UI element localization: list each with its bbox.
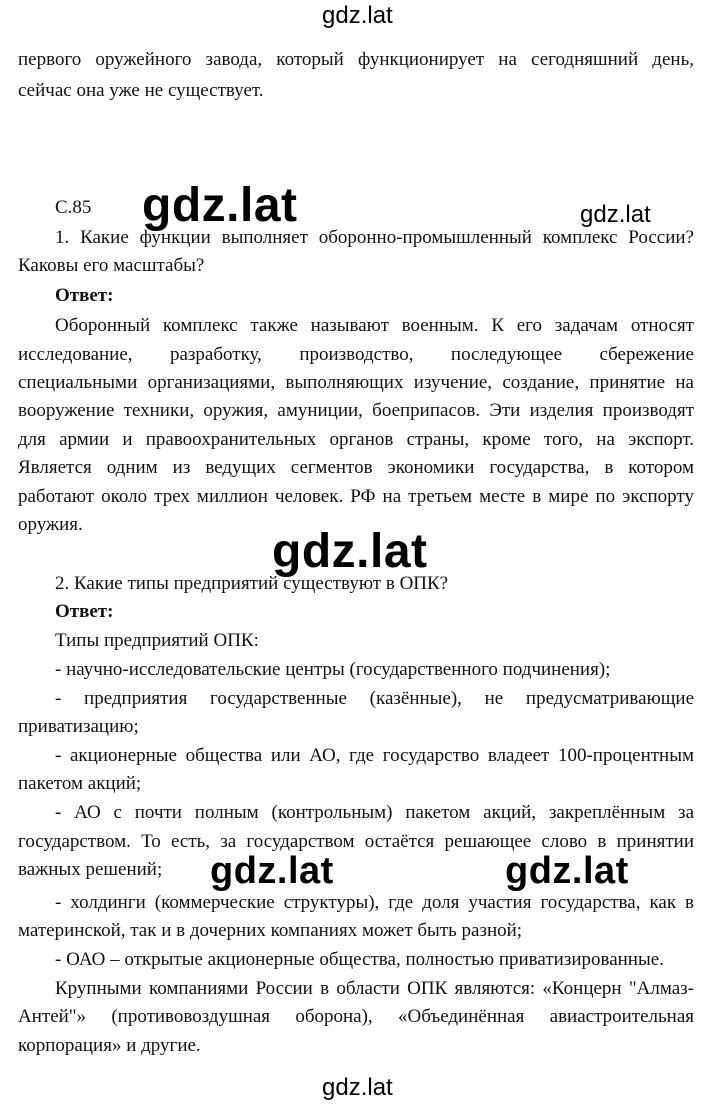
paragraph-line: оружия.: [18, 514, 83, 535]
list-item: - ОАО – открытые акционерные общества, полностью приватизированные.: [55, 949, 664, 970]
list-item: - АО с почти полным (контрольным) пакетом акций, закреплённым за: [55, 802, 694, 823]
watermark-text: gdz.lat: [142, 179, 298, 232]
paragraph-line: работают около трех миллион человек. РФ на третьем месте в мире по экспорту: [18, 486, 694, 507]
list-item: приватизацию;: [18, 716, 139, 737]
watermark-text: gdz.lat: [322, 1074, 393, 1101]
paragraph-line: первого оружейного завода, который функционирует на сегодняшний день,: [18, 49, 694, 70]
paragraph-line: вооружение техники, оружия, амуниции, боеприпасов. Эти изделия производят: [18, 400, 694, 421]
watermark-text: gdz.lat: [580, 201, 651, 228]
paragraph-line: сейчас она уже не существует.: [18, 80, 264, 101]
answer-label: Ответ:: [55, 601, 114, 622]
watermark-text: gdz.lat: [505, 850, 629, 892]
paragraph-line: для армии и правоохранительных органов страны, кроме того, на экспорт.: [18, 429, 694, 450]
question-heading: 2. Какие типы предприятий существуют в ОПК?: [55, 573, 449, 594]
paragraph-line: Является одним из ведущих сегментов экономики государства, в котором: [18, 457, 694, 478]
list-item: - акционерные общества или АО, где государство владеет 100-процентным: [55, 745, 694, 766]
watermark-text: gdz.lat: [210, 850, 334, 892]
paragraph-line: исследование, разработку, производство, последующее сбережение: [18, 344, 694, 365]
watermark-text: gdz.lat: [322, 2, 393, 29]
paragraph-line: специальными организациями, выполняющих изучение, создание, принятие на: [18, 372, 694, 393]
list-item: государством. То есть, за государством остаётся решающее слово в принятии: [18, 831, 694, 852]
paragraph-line: Антей"» (противовоздушная оборона), «Объединённая авиастроительная: [18, 1006, 694, 1027]
answer-label: Ответ:: [55, 285, 114, 306]
question-heading: Каковы его масштабы?: [18, 255, 205, 276]
page-reference: С.85: [55, 197, 92, 218]
paragraph-line: Крупными компаниями России в области ОПК являются: «Концерн "Алмаз-: [55, 978, 694, 999]
list-item: - научно-исследовательские центры (государственного подчинения);: [55, 659, 611, 680]
paragraph-line: Типы предприятий ОПК:: [55, 630, 259, 651]
list-item: материнской, так и в дочерних компаниях может быть разной;: [18, 920, 523, 941]
question-heading: 1. Какие функции выполняет оборонно-промышленный комплекс России?: [55, 227, 694, 248]
list-item: пакетом акций;: [18, 773, 142, 794]
paragraph-line: Оборонный комплекс также называют военным. К его задачам относят: [55, 315, 694, 336]
watermark-text: gdz.lat: [272, 525, 428, 578]
paragraph-line: корпорация» и другие.: [18, 1035, 201, 1056]
list-item: важных решений;: [18, 859, 163, 880]
list-item: - предприятия государственные (казённые), не предусматривающие: [55, 688, 694, 709]
list-item: - холдинги (коммерческие структуры), где доля участия государства, как в: [55, 892, 694, 913]
